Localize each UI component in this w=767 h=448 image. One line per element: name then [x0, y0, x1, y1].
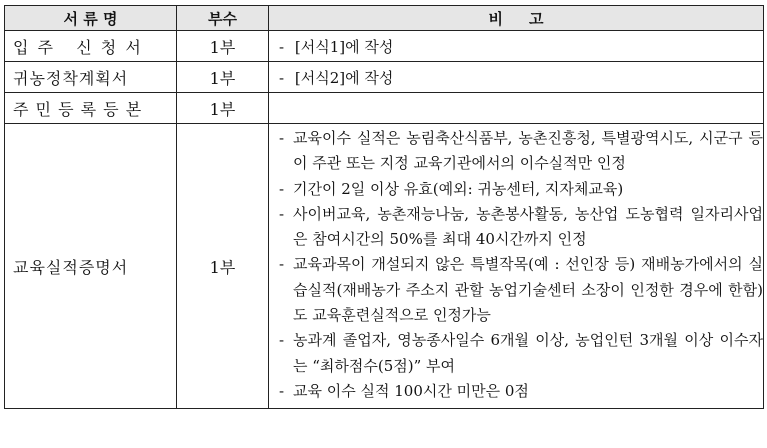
remark-text: 농과계 졸업자, 영농종사일수 6개월 이상, 농업인턴 3개월 이상 이수자는 “최하점수(5점)” 부여 [293, 331, 763, 375]
remark-text: 기간이 2일 이상 유효(예외: 귀농센터, 지자체교육) [293, 179, 624, 198]
remark-list [279, 124, 763, 408]
document-name: 입 주 신 청 서 [5, 31, 177, 62]
remark-text: 교육이수 실적은 농림축산식품부, 농촌진흥청, 특별광역시도, 시군구 등이 주관 또는 지정 교육기관에서의 이수실적만 인정 [293, 129, 763, 173]
bullet-dash: - [279, 129, 285, 147]
remarks-cell [269, 62, 764, 93]
bullet-dash: - [279, 179, 285, 198]
bullet-dash: - [279, 331, 285, 350]
copies: 1부 [177, 93, 269, 124]
remark-item [279, 252, 763, 328]
document-name: 귀농정착계획서 [5, 62, 177, 93]
document-name: 교육실적증명서 [5, 124, 177, 409]
bullet-dash: - [279, 68, 285, 87]
remarks-cell [269, 31, 764, 62]
bullet-dash: - [279, 255, 285, 274]
header-document-name: 서 류 명 [5, 6, 177, 31]
remark-item [279, 328, 763, 379]
remarks-cell [269, 124, 764, 409]
copies: 1부 [177, 124, 269, 409]
remarks-cell-empty [269, 93, 764, 124]
table-row [5, 62, 764, 93]
remark-item [279, 379, 763, 404]
bullet-dash: - [279, 204, 285, 223]
copies: 1부 [177, 31, 269, 62]
remark-text: 사이버교육, 농촌재능나눔, 농촌봉사활동, 농산업 도농협력 일자리사업은 참여시간의 50%를 최대 40시간까지 인정 [293, 204, 763, 249]
table-row [5, 31, 764, 62]
header-remarks: 비 고 [269, 6, 764, 31]
table-row [5, 124, 764, 409]
copies: 1부 [177, 62, 269, 93]
remark-text: 교육과목이 개설되지 않은 특별작목(예 : 선인장 등) 재배농가에서의 실습실적(재배농가 주소지 관할 농업기술센터 소장이 인정한 경우에 한함)도 교육훈련실적으로 인정가능 [293, 255, 763, 325]
table-row [5, 93, 764, 124]
required-documents-table [4, 5, 764, 409]
header-row [5, 6, 764, 31]
remark-item [279, 126, 763, 177]
remark-item [279, 202, 763, 253]
remark-item: [서식1]에 작성 [294, 37, 394, 56]
remark-text: 교육 이수 실적 100시간 미만은 0점 [293, 381, 529, 400]
header-copies: 부수 [177, 6, 269, 31]
remark-item [279, 177, 763, 202]
bullet-dash: - [279, 381, 285, 400]
remark-item: [서식2]에 작성 [294, 68, 394, 87]
document-name: 주 민 등 록 등 본 [5, 93, 177, 124]
bullet-dash: - [279, 37, 285, 56]
